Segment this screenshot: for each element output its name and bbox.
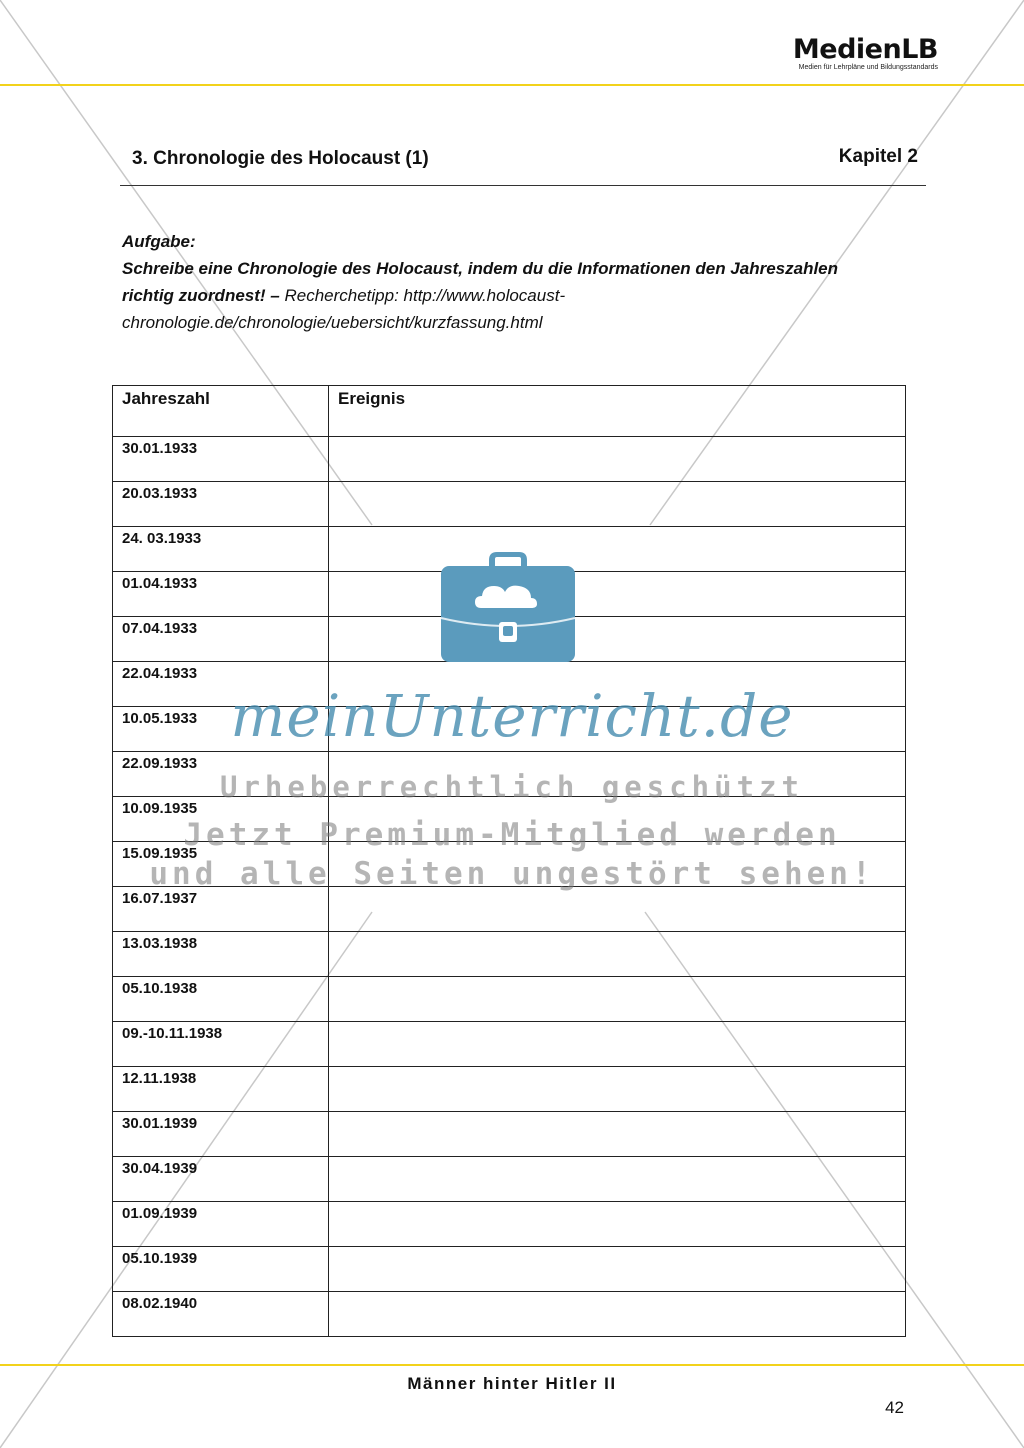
event-cell <box>329 1112 906 1157</box>
event-cell <box>329 527 906 572</box>
table-row <box>113 752 906 797</box>
publisher-logo <box>793 36 938 72</box>
watermark-brand: meinUnterricht.de <box>230 682 794 750</box>
chapter-label: Kapitel 2 <box>838 146 918 167</box>
task-text <box>122 255 882 336</box>
table-row <box>113 617 906 662</box>
task-block <box>122 228 882 336</box>
event-cell <box>329 842 906 887</box>
year-cell: 30.01.1939 <box>113 1112 329 1157</box>
task-instruction: Schreibe eine Chronologie des Holocaust, indem du die Informationen den Jahreszahlen richtig zuordnest! – <box>122 259 839 305</box>
watermark-premium: Jetzt Premium-Mitglied werden <box>183 817 841 853</box>
table-row <box>113 1202 906 1247</box>
table-row <box>113 437 906 482</box>
year-cell: 30.04.1939 <box>113 1157 329 1202</box>
year-cell: 08.02.1940 <box>113 1292 329 1337</box>
event-cell <box>329 752 906 797</box>
page-title: 3. Chronologie des Holocaust (1) <box>132 148 429 169</box>
table-row <box>113 1292 906 1337</box>
task-heading: Aufgabe: <box>122 232 196 251</box>
bottom-accent-line <box>0 1364 1024 1366</box>
table-row <box>113 707 906 752</box>
event-cell <box>329 1202 906 1247</box>
year-cell: 22.04.1933 <box>113 662 329 707</box>
table-row <box>113 527 906 572</box>
table-row <box>113 1067 906 1112</box>
table-row <box>113 662 906 707</box>
page-number: 42 <box>885 1398 904 1417</box>
table-row <box>113 572 906 617</box>
table-row <box>113 932 906 977</box>
watermark-unlock: und alle Seiten ungestört sehen! <box>149 856 875 892</box>
event-cell <box>329 797 906 842</box>
year-cell: 12.11.1938 <box>113 1067 329 1112</box>
table-header-row <box>113 386 906 437</box>
event-cell <box>329 977 906 1022</box>
column-header-year: Jahreszahl <box>113 386 329 437</box>
event-cell <box>329 1022 906 1067</box>
year-cell: 05.10.1938 <box>113 977 329 1022</box>
column-header-event: Ereignis <box>329 386 906 437</box>
watermark-copyright: Urheberrechtlich geschützt <box>220 770 804 804</box>
logo-tagline: Medien für Lehrpläne und Bildungsstandards <box>798 64 938 71</box>
table-row <box>113 842 906 887</box>
top-accent-line <box>0 84 1024 86</box>
year-cell: 07.04.1933 <box>113 617 329 662</box>
table-row <box>113 1247 906 1292</box>
event-cell <box>329 1292 906 1337</box>
year-cell: 30.01.1933 <box>113 437 329 482</box>
table-body <box>113 437 906 1337</box>
year-cell: 16.07.1937 <box>113 887 329 932</box>
year-cell: 01.09.1939 <box>113 1202 329 1247</box>
year-cell: 10.05.1933 <box>113 707 329 752</box>
footer-book-title: Männer hinter Hitler II <box>407 1374 617 1393</box>
event-cell <box>329 1247 906 1292</box>
title-divider <box>120 185 926 186</box>
table-row <box>113 887 906 932</box>
year-cell: 15.09.1935 <box>113 842 329 887</box>
event-cell <box>329 617 906 662</box>
event-cell <box>329 932 906 977</box>
year-cell: 01.04.1933 <box>113 572 329 617</box>
table-row <box>113 797 906 842</box>
table-row <box>113 1157 906 1202</box>
event-cell <box>329 1067 906 1112</box>
event-cell <box>329 437 906 482</box>
event-cell <box>329 1157 906 1202</box>
year-cell: 22.09.1933 <box>113 752 329 797</box>
table-row <box>113 1022 906 1067</box>
chronology-table <box>112 385 906 1337</box>
event-cell <box>329 482 906 527</box>
year-cell: 05.10.1939 <box>113 1247 329 1292</box>
table-row <box>113 1112 906 1157</box>
logo-name: MedienLB <box>792 34 938 65</box>
year-cell: 10.09.1935 <box>113 797 329 842</box>
year-cell: 09.-10.11.1938 <box>113 1022 329 1067</box>
table-row <box>113 977 906 1022</box>
year-cell: 20.03.1933 <box>113 482 329 527</box>
event-cell <box>329 707 906 752</box>
research-tip: Recherchetipp: http://www.holocaust-chronologie.de/chronologie/uebersicht/kurzfassung.html <box>122 286 566 332</box>
table-row <box>113 482 906 527</box>
year-cell: 13.03.1938 <box>113 932 329 977</box>
event-cell <box>329 662 906 707</box>
year-cell: 24. 03.1933 <box>113 527 329 572</box>
event-cell <box>329 887 906 932</box>
event-cell <box>329 572 906 617</box>
